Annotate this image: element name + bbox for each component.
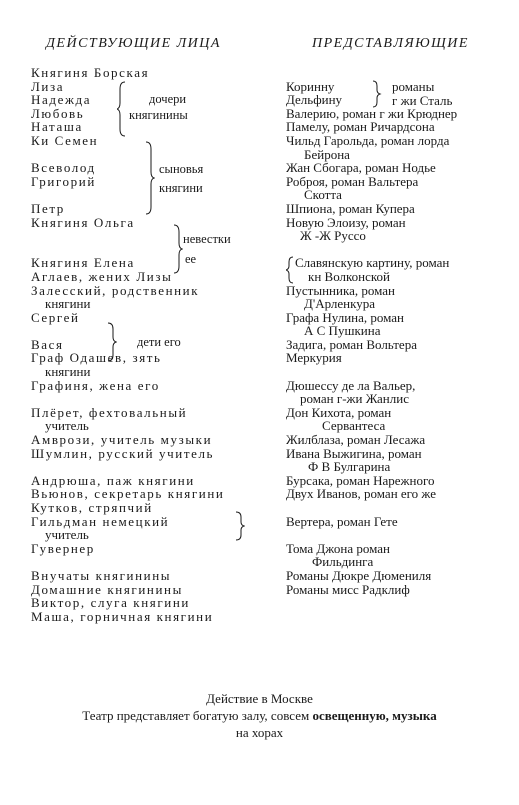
performer-row: Дюшессу де ла Вальер,: [286, 377, 416, 393]
character-row: Надежда: [31, 92, 92, 108]
performer-row: Жилблаза, роман Лесажа: [286, 432, 426, 448]
character-row: Внучаты княгинины: [31, 567, 172, 583]
performer-row: Графа Нулина, роман: [286, 309, 405, 325]
performer-row: Валерию, роман г жи Крюднер: [286, 105, 458, 121]
character-row: Наташа: [31, 119, 83, 135]
note-sons-2: княгини: [159, 181, 203, 195]
note-sons: сыновья: [159, 162, 204, 176]
note-stael: г жи Сталь: [392, 93, 453, 108]
character-row: Маша, горничная княгини: [31, 608, 214, 624]
performer-row: роман г-жи Жанлис: [300, 391, 409, 407]
character-row: [31, 460, 276, 474]
character-row: Княгиня Борская: [31, 65, 150, 80]
character-row: Любовь: [31, 105, 85, 121]
character-row: Залесский, родственник: [31, 282, 200, 298]
character-row: Гувернер: [31, 540, 95, 556]
performer-row: Сервантеса: [322, 418, 386, 434]
note-daughters-2: княгинины: [129, 108, 188, 122]
performer-row: Коринну: [286, 78, 335, 94]
heading-characters: ДЕЙСТВУЮЩИЕ ЛИЦА: [46, 36, 221, 51]
character-row: [31, 229, 276, 243]
scene-description-end: на хорах: [235, 725, 284, 740]
note-children: дети его: [137, 335, 181, 349]
performer-row: [286, 243, 506, 257]
performer-row: Романы Дюкре Дюмениля: [286, 567, 432, 583]
brace-volkonskaya: [286, 256, 294, 284]
brace-sons: [145, 141, 155, 215]
scene-location: Действие в Москве: [206, 691, 313, 706]
character-row: Григорий: [31, 173, 96, 189]
performer-row: Жан Сбогара, роман Нодье: [286, 160, 436, 176]
performer-row: Д'Арленкура: [304, 296, 376, 312]
performer-row: Шпиона, роман Купера: [286, 200, 415, 216]
performer-row: Ф В Булгарина: [308, 459, 391, 475]
performer-row: Памелу, роман Ричардсона: [286, 119, 435, 135]
performer-row: А С Пушкина: [304, 323, 381, 339]
performer-row: [286, 365, 506, 379]
character-row: Гильдман немецкий: [31, 513, 170, 529]
character-row: Андрюша, паж княгини: [31, 472, 195, 488]
character-row: Лиза: [31, 78, 65, 94]
performer-row: Двух Иванов, роман его же: [286, 486, 437, 502]
character-row: Петр: [31, 200, 65, 216]
brace-children: [107, 322, 117, 362]
performer-row: Чильд Гарольда, роман лорда: [286, 132, 450, 148]
performer-row: Ж -Ж Руссо: [300, 228, 366, 244]
performer-row: Задига, роман Вольтера: [286, 336, 417, 352]
character-row: Княгиня Елена: [31, 255, 135, 271]
heading-performers: ПРЕДСТАВЛЯЮЩИЕ: [312, 36, 469, 51]
character-row: Всеволод: [31, 160, 96, 176]
performers-column: [286, 66, 506, 596]
character-row: [31, 392, 276, 406]
performer-row: [286, 66, 506, 80]
performer-row: Скотта: [304, 187, 342, 203]
performer-row: Новую Элоизу, роман: [286, 214, 406, 230]
character-row: Ки Семен: [31, 132, 99, 148]
scene-note: [0, 690, 519, 741]
performer-row: Меркурия: [286, 350, 342, 366]
performer-row: Бейрона: [304, 146, 350, 162]
character-row: Вьюнов, секретарь княгини: [31, 486, 225, 502]
character-row: Виктор, слуга княгини: [31, 595, 190, 611]
performer-row: Дон Кихота, роман: [286, 404, 392, 420]
brace-inlaws: [173, 224, 183, 274]
performer-row: Дельфину: [286, 92, 343, 108]
character-row: Графиня, жена его: [31, 377, 160, 393]
note-inlaws-2: ее: [185, 252, 197, 266]
character-row: княгини: [45, 364, 91, 380]
character-row: Шумлин, русский учитель: [31, 445, 215, 461]
brace-daughters: [117, 81, 127, 137]
performer-row: [286, 501, 506, 515]
character-row: учитель: [45, 527, 89, 543]
performer-row: кн Волконской: [308, 268, 391, 284]
scene-description: Театр представляет богатую залу, совсем освещенную, музыка: [82, 708, 437, 723]
performer-row: Романы мисс Радклиф: [286, 581, 410, 597]
character-row: учитель: [45, 418, 89, 434]
performer-row: Пустынника, роман: [286, 282, 395, 298]
character-row: [31, 243, 276, 257]
performer-row: Вертера, роман Гете: [286, 513, 398, 529]
performer-row: Славянскую картину, роман: [295, 255, 450, 271]
character-row: Вася: [31, 336, 64, 352]
characters-column: [31, 66, 276, 623]
performer-row: Роброя, роман Вальтера: [286, 173, 419, 189]
character-row: Сергей: [31, 309, 80, 325]
character-row: княгини: [45, 296, 91, 312]
character-row: Плёрет, фехтовальный: [31, 404, 188, 420]
performer-row: Ивана Выжигина, роман: [286, 445, 422, 461]
character-row: Домашние княгинины: [31, 581, 183, 597]
character-row: Граф Одашев, зять: [31, 350, 162, 366]
performer-row: Фильдинга: [312, 554, 374, 570]
note-romans: романы: [392, 79, 435, 94]
performer-row: Бурсака, роман Нарежного: [286, 472, 435, 488]
note-inlaws: невестки: [183, 232, 231, 246]
performer-row: Тома Джона роман: [286, 540, 390, 556]
character-row: Аглаев, жених Лизы: [31, 268, 173, 284]
character-row: Княгиня Ольга: [31, 214, 135, 230]
brace-secretary: [235, 511, 245, 541]
character-row: Кутков, стряпчий: [31, 500, 153, 515]
character-row: [31, 555, 276, 569]
performer-row: [286, 528, 506, 542]
character-row: Амврози, учитель музыки: [31, 432, 213, 448]
brace-stael: [372, 80, 382, 108]
note-daughters: дочери: [149, 92, 187, 106]
